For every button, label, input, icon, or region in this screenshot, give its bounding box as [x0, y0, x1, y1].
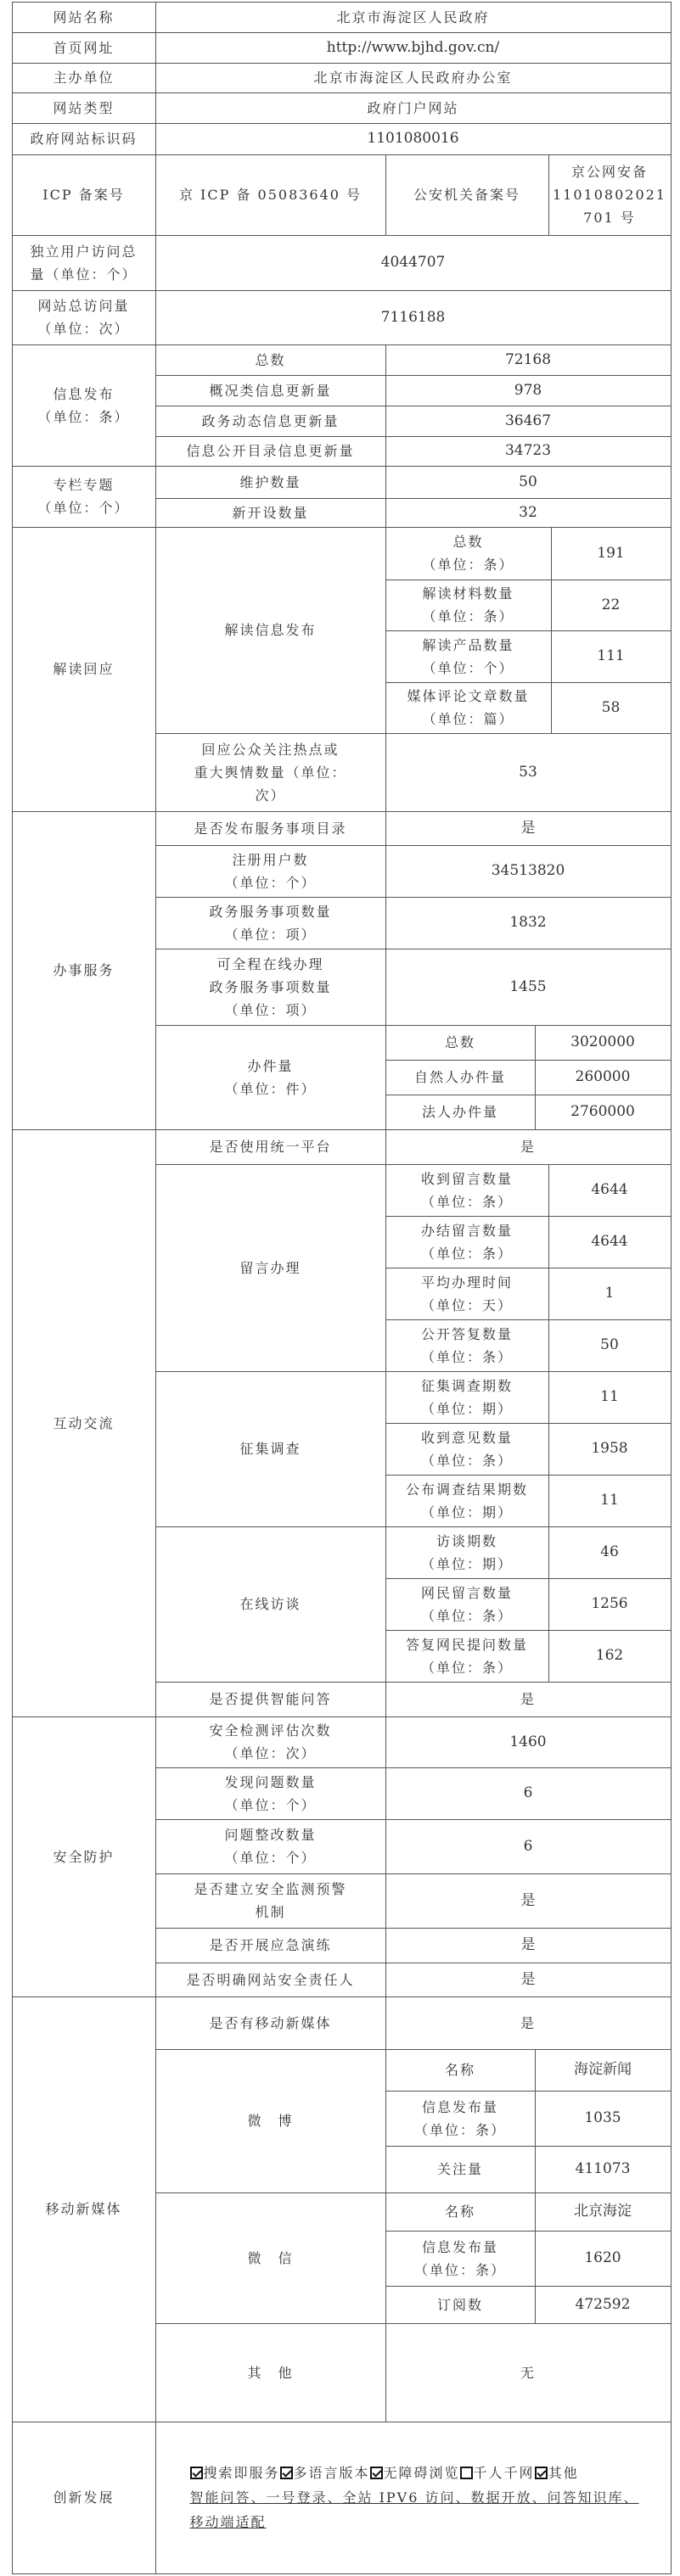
innovation-options-list: [190, 2461, 654, 2534]
column-row-label: 新开设数量: [155, 498, 386, 528]
has-media-value: 是: [385, 1996, 672, 2050]
host-label: 主办单位: [12, 63, 156, 93]
interview-label: 在线访谈: [155, 1526, 386, 1683]
interpret-row-value: 191: [551, 527, 672, 580]
cases-label: 办件量 （单位：件）: [155, 1025, 386, 1130]
service-row-label: 注册用户数 （单位：个）: [155, 845, 386, 898]
wechat-row-value: 472592: [535, 2286, 672, 2324]
site-code-label: 政府网站标识码: [12, 123, 156, 155]
service-section: 办事服务: [12, 811, 156, 1130]
security-row-value: 6: [385, 1819, 672, 1874]
message-row-label: 办结留言数量 （单位：条）: [385, 1216, 549, 1268]
security-row-value: 6: [385, 1767, 672, 1820]
message-label: 留言办理: [155, 1164, 386, 1372]
info-row-value: 34723: [385, 436, 672, 467]
service-row-label: 政务服务事项数量 （单位：项）: [155, 897, 386, 949]
wechat-label: 微 信: [155, 2192, 386, 2324]
media-section: 移动新媒体: [12, 1996, 156, 2422]
interview-row-label: 答复网民提问数量 （单位：条）: [385, 1630, 549, 1683]
service-row-label: 可全程在线办理 政务服务事项数量 （单位：项）: [155, 949, 386, 1026]
wechat-row-label: 信息发布量 （单位：条）: [385, 2231, 536, 2287]
cases-row-label: 自然人办件量: [385, 1060, 536, 1095]
survey-row-value: 11: [548, 1475, 672, 1527]
message-row-value: 4644: [548, 1164, 672, 1217]
info-row-label: 总数: [155, 344, 386, 376]
info-row-value: 36467: [385, 406, 672, 437]
wechat-row-label: 订阅数: [385, 2286, 536, 2324]
survey-label: 征集调查: [155, 1371, 386, 1527]
security-row-label: 是否建立安全监测预警 机制: [155, 1873, 386, 1929]
interview-row-value: 162: [548, 1630, 672, 1683]
homepage-label: 首页网址: [12, 32, 156, 64]
weibo-row-value: 411073: [535, 2146, 672, 2193]
checked-checkbox-icon[interactable]: [190, 2467, 203, 2479]
interpret-section: 解读回应: [12, 527, 156, 812]
innovation-section: 创新发展: [12, 2422, 156, 2574]
interpret-row-label: 解读材料数量 （单位：条）: [385, 580, 552, 631]
interpret-row-label: 总数 （单位：条）: [385, 527, 552, 580]
wechat-row-value: 北京海淀: [535, 2192, 672, 2232]
wechat-row-value: 1620: [535, 2231, 672, 2287]
column-row-value: 32: [385, 498, 672, 528]
other-media-label: 其 他: [155, 2323, 386, 2422]
cases-row-value: 260000: [535, 1060, 672, 1095]
checked-checkbox-icon[interactable]: [535, 2467, 548, 2479]
checked-checkbox-icon[interactable]: [280, 2467, 293, 2479]
info-row-label: 概况类信息更新量: [155, 375, 386, 406]
icp-value: 京 ICP 备 05083640 号: [155, 154, 386, 236]
police-record-label: 公安机关备案号: [385, 154, 549, 236]
weibo-row-label: 名称: [385, 2049, 536, 2092]
security-row-label: 问题整改数量 （单位：个）: [155, 1819, 386, 1874]
interaction-section: 互动交流: [12, 1129, 156, 1717]
message-row-value: 50: [548, 1319, 672, 1372]
survey-row-value: 1958: [548, 1423, 672, 1476]
security-section: 安全防护: [12, 1716, 156, 1997]
checked-checkbox-icon[interactable]: [370, 2467, 383, 2479]
smart-qa-value: 是: [385, 1682, 672, 1717]
wechat-row-label: 名称: [385, 2192, 536, 2232]
security-row-value: 1460: [385, 1716, 672, 1768]
response-label: 回应公众关注热点或 重大舆情数量（单位： 次）: [155, 733, 386, 812]
innovation-other-detail: 智能问答、一号登录、全站 IPV6 访问、数据开放、问答知识库、移动端适配: [189, 2489, 639, 2530]
security-row-value: 是: [385, 1963, 672, 1997]
security-row-label: 安全检测评估次数 （单位：次）: [155, 1716, 386, 1768]
security-row-label: 是否明确网站安全责任人: [155, 1963, 386, 1997]
survey-row-label: 公布调查结果期数 （单位：期）: [385, 1475, 549, 1527]
smart-qa-label: 是否提供智能问答: [155, 1682, 386, 1717]
service-row-value: 1832: [385, 897, 672, 949]
host-value: 北京市海淀区人民政府办公室: [155, 63, 672, 93]
weibo-row-label: 信息发布量 （单位：条）: [385, 2091, 536, 2147]
page-views-value: 7116188: [155, 290, 672, 345]
interpret-publish-label: 解读信息发布: [155, 527, 386, 734]
site-name-value: 北京市海淀区人民政府: [155, 2, 672, 33]
site-type-label: 网站类型: [12, 92, 156, 124]
column-row-label: 维护数量: [155, 466, 386, 499]
has-media-label: 是否有移动新媒体: [155, 1996, 386, 2050]
innovation-options: [155, 2422, 672, 2574]
cases-row-label: 法人办件量: [385, 1095, 536, 1130]
site-name-label: 网站名称: [12, 2, 156, 33]
response-value: 53: [385, 733, 672, 812]
interview-row-value: 1256: [548, 1578, 672, 1631]
police-record-value: 京公网安备 11010802021 701 号: [548, 154, 672, 236]
unique-visitors-label: 独立用户访问总 量（单位：个）: [12, 235, 156, 291]
platform-value: 是: [385, 1129, 672, 1165]
page-views-label: 网站总访问量 （单位：次）: [12, 290, 156, 345]
column-section: 专栏专题 （单位：个）: [12, 466, 156, 528]
cases-row-value: 2760000: [535, 1095, 672, 1130]
message-row-label: 收到留言数量 （单位：条）: [385, 1164, 549, 1217]
unchecked-checkbox-icon[interactable]: [460, 2467, 473, 2479]
weibo-label: 微 博: [155, 2049, 386, 2193]
interpret-row-value: 111: [551, 630, 672, 683]
service-row-value: 是: [385, 811, 672, 846]
weibo-row-value: 海淀新闻: [535, 2049, 672, 2092]
message-row-label: 平均办理时间 （单位：天）: [385, 1268, 549, 1320]
service-row-label: 是否发布服务事项目录: [155, 811, 386, 846]
column-row-value: 50: [385, 466, 672, 499]
message-row-label: 公开答复数量 （单位：条）: [385, 1319, 549, 1372]
icp-label: ICP 备案号: [12, 154, 156, 236]
message-row-value: 1: [548, 1268, 672, 1320]
interpret-row-value: 22: [551, 580, 672, 631]
innovation-option-label: 搜索即服务: [203, 2465, 280, 2481]
service-row-value: 34513820: [385, 845, 672, 898]
security-row-label: 发现问题数量 （单位：个）: [155, 1767, 386, 1820]
interpret-row-label: 媒体评论文章数量 （单位：篇）: [385, 682, 552, 734]
survey-row-label: 征集调查期数 （单位：期）: [385, 1371, 549, 1424]
unique-visitors-value: 4044707: [155, 235, 672, 291]
homepage-value: http://www.bjhd.gov.cn/: [155, 32, 672, 64]
platform-label: 是否使用统一平台: [155, 1129, 386, 1165]
message-row-value: 4644: [548, 1216, 672, 1268]
security-row-value: 是: [385, 1873, 672, 1929]
site-type-value: 政府门户网站: [155, 92, 672, 124]
info-row-label: 政务动态信息更新量: [155, 406, 386, 437]
interview-row-label: 访谈期数 （单位：期）: [385, 1526, 549, 1579]
interview-row-value: 46: [548, 1526, 672, 1579]
innovation-option-label: 其他: [548, 2465, 579, 2481]
info-row-value: 72168: [385, 344, 672, 376]
interview-row-label: 网民留言数量 （单位：条）: [385, 1578, 549, 1631]
security-row-value: 是: [385, 1928, 672, 1963]
innovation-option-label: 多语言版本: [293, 2465, 370, 2481]
info-row-value: 978: [385, 375, 672, 406]
survey-row-value: 11: [548, 1371, 672, 1424]
weibo-row-label: 关注量: [385, 2146, 536, 2193]
innovation-option-label: 无障碍浏览: [383, 2465, 460, 2481]
interpret-row-value: 58: [551, 682, 672, 734]
cases-row-label: 总数: [385, 1025, 536, 1061]
other-media-value: 无: [385, 2323, 672, 2422]
info-row-label: 信息公开目录信息更新量: [155, 436, 386, 467]
site-code-value: 1101080016: [155, 123, 672, 155]
cases-row-value: 3020000: [535, 1025, 672, 1061]
info-publish-section: 信息发布 （单位：条）: [12, 344, 156, 467]
service-row-value: 1455: [385, 949, 672, 1026]
weibo-row-value: 1035: [535, 2091, 672, 2147]
survey-row-label: 收到意见数量 （单位：条）: [385, 1423, 549, 1476]
interpret-row-label: 解读产品数量 （单位：个）: [385, 630, 552, 683]
security-row-label: 是否开展应急演练: [155, 1928, 386, 1963]
innovation-option-label: 千人千网: [473, 2465, 535, 2481]
